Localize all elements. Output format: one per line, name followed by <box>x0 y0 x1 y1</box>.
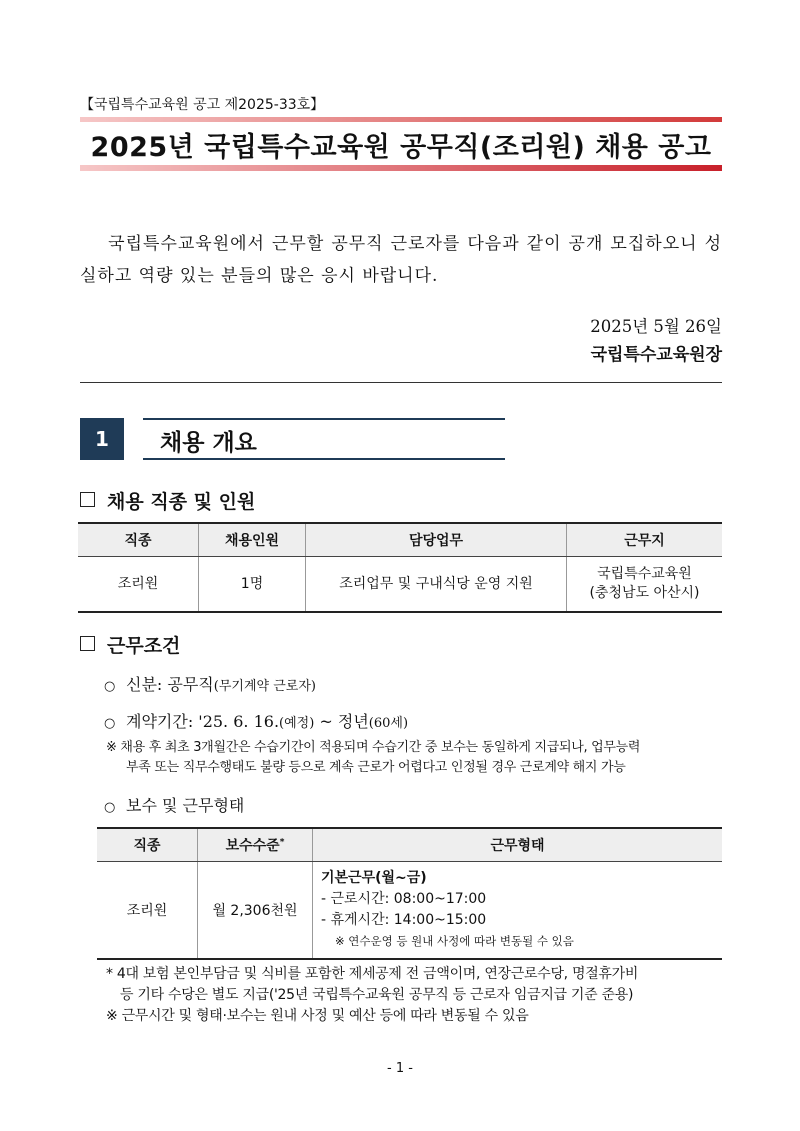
cell-duty: 조리업무 및 구내식당 운영 지원 <box>306 557 567 613</box>
intro-paragraph: 국립특수교육원에서 근무할 공무직 근로자를 다음과 같이 공개 모집하오니 성실하고 역량 있는 분들의 많은 응시 바랍니다. <box>80 234 722 286</box>
cell-job: 조리원 <box>126 903 168 919</box>
circle-bullet-icon: ○ <box>104 800 116 815</box>
circle-bullet-icon: ○ <box>104 679 116 694</box>
subheading-recruitment: 채용 직종 및 인원 <box>80 487 255 514</box>
table-header-row <box>78 523 722 557</box>
header-pay: 보수수준* <box>198 828 313 862</box>
circle-bullet-icon: ○ <box>104 716 116 731</box>
probation-note: ※ 채용 후 최초 3개월간은 수습기간이 적용되며 수습기간 중 보수는 동일하게 지급되나, 업무능력 부족 또는 직무수행태도 불량 등으로 계속 근로가 어렵다고 인정될 경우 근로계약 해지 가능 <box>106 740 641 775</box>
header-count: 채용인원 <box>199 523 306 557</box>
pay-table <box>97 827 722 960</box>
table-row <box>78 557 722 613</box>
period-line: ○ 계약기간: '25. 6. 16.(예정) ~ 정년(60세) <box>104 712 409 731</box>
divider <box>80 382 722 383</box>
title-bar-top <box>80 117 722 122</box>
table-header-row <box>97 828 722 862</box>
cell-place: 국립특수교육원 (충청남도 아산시) <box>567 557 723 613</box>
notice-number: 【국립특수교육원 공고 제2025-33호】 <box>80 97 325 113</box>
cell-count: 1명 <box>199 557 306 613</box>
section-rule-bottom <box>143 458 505 460</box>
section-number: 1 <box>80 418 124 460</box>
header-place: 근무지 <box>567 523 723 557</box>
header-job: 직종 <box>97 828 198 862</box>
pay-line: ○ 보수 및 근무형태 <box>104 796 245 815</box>
notice-date: 2025년 5월 26일 <box>590 317 722 336</box>
header-duty: 담당업무 <box>306 523 567 557</box>
section-rule-top <box>143 418 505 420</box>
section-title: 채용 개요 <box>160 430 257 456</box>
cell-job: 조리원 <box>117 575 159 592</box>
header-job: 직종 <box>78 523 199 557</box>
header-work: 근무형태 <box>313 828 723 862</box>
table-row <box>97 862 722 960</box>
cell-pay: 월 2,306천원 <box>198 862 313 960</box>
checkbox-square-icon <box>80 636 95 651</box>
title-bar-bottom <box>80 165 722 171</box>
page-title: 2025년 국립특수교육원 공무직(조리원) 채용 공고 <box>90 132 712 163</box>
page-number: - 1 - <box>387 1061 413 1076</box>
status-line: ○ 신분: 공무직(무기계약 근로자) <box>104 675 316 694</box>
recruitment-table <box>78 522 722 613</box>
pay-footnote: * 4대 보험 본인부담금 및 식비를 포함한 제세공제 전 금액이며, 연장근로수당, 명절휴가비 등 기타 수당은 별도 지급('25년 국립특수교육원 공무직 등 근로자 임금지급 기준 준용) ※ 근무시간 및 형태·보수는 원내 사정 및 예산 등에 따라 변동될 수 있음 <box>106 966 639 1024</box>
cell-work: 기본근무(월~금) - 근로시간: 08:00~17:00 - 휴게시간: 14:00~15:00 ※ 연수운영 등 원내 사정에 따라 변동될 수 있음 <box>313 862 723 960</box>
subheading-conditions: 근무조건 <box>80 631 180 658</box>
signer: 국립특수교육원장 <box>590 345 722 365</box>
checkbox-square-icon <box>80 492 95 507</box>
